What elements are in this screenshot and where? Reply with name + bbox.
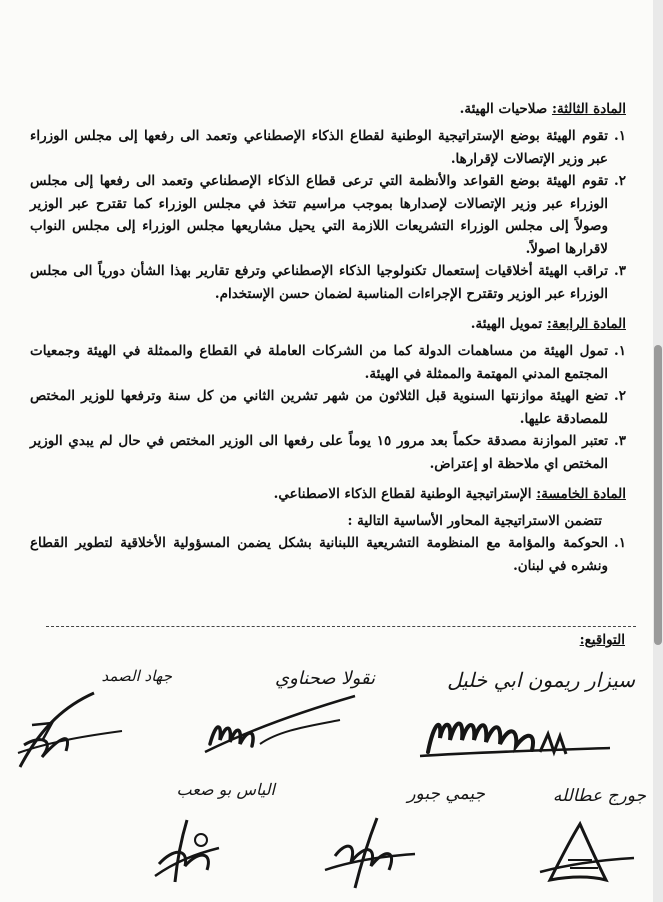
scrollbar-track[interactable] <box>653 0 663 902</box>
article-item <box>30 260 626 305</box>
article-five <box>30 483 626 577</box>
signature-block <box>400 660 635 770</box>
item-text: تقوم الهيئة بوضع القواعد والأنظمة التي ترعى قطاع الذكاء الإصطناعي وتعمد الى رفعها إلى مجلس الوزراء عبر وزير الإتصالات لإصدارها بموجب مراسيم تتخذ في مجلس الوزراء كما تقترح عبر الوزير وصولاً إلى مجلس الوزراء التشريعات اللازمة التي يحيل مشاريعها مجلس الوزراء إلى مجلس النواب لاقرارها اصولاً. <box>30 173 608 257</box>
article-heading <box>30 483 626 505</box>
signatory-name: نقولا صحناوي <box>274 668 375 689</box>
item-text: تراقب الهيئة أخلاقيات إستعمال تكنولوجيا الذكاء الإصطناعي وترفع تقارير بهذا الشأن دورياً الى مجلس الوزراء عبر الوزير وتقترح الإجراءات المناسبة لضمان حسن الإستخدام. <box>30 263 608 302</box>
article-item <box>30 385 626 430</box>
item-text: الحوكمة والمؤامة مع المنظومة التشريعية اللبنانية بشكل يضمن المسؤولية الأخلاقية لتطوير القطاع ونشره في لبنان. <box>30 535 608 574</box>
article-heading <box>30 98 626 120</box>
signatures-title: التواقيع: <box>579 632 625 648</box>
article-number: المادة الرابعة: <box>546 316 626 332</box>
article-item <box>30 430 626 475</box>
article-title: تمويل الهيئة. <box>470 316 543 332</box>
article-item <box>30 170 626 260</box>
item-text: تعتبر الموازنة مصدقة حكماً بعد مرور ١٥ يوماً على رفعها الى الوزير المختص في حال لم يبدي الوزير المختص اي ملاحظة او إعتراض. <box>30 433 608 472</box>
item-number: ٢. <box>614 173 626 189</box>
article-four <box>30 313 626 475</box>
item-number: ١. <box>614 343 626 359</box>
article-three <box>30 98 626 305</box>
article-title: الإستراتيجية الوطنية لقطاع الذكاء الاصطناعي. <box>273 486 532 502</box>
article-item <box>30 532 626 577</box>
item-number: ٣. <box>614 263 626 279</box>
signature-block <box>190 660 375 765</box>
handwritten-signature <box>400 660 635 770</box>
signature-block <box>510 780 650 895</box>
document-body <box>30 98 626 583</box>
handwritten-signature <box>115 778 275 896</box>
signatory-name: الياس بو صعب <box>176 780 275 799</box>
signature-block <box>285 778 485 896</box>
signatory-name: جيمي جبور <box>407 784 485 804</box>
signatory-name: جورج عطالله <box>552 786 646 806</box>
signatory-name: سيزار ريمون ابي خليل <box>447 668 635 692</box>
item-text: تضع الهيئة موازنتها السنوية قبل الثلاثون من شهر تشرين الثاني من كل سنة وترفعها للوزير المختص للمصادقة عليها. <box>30 388 608 427</box>
item-number: ١. <box>614 535 626 551</box>
section-divider <box>46 626 636 627</box>
article-number: المادة الثالثة: <box>551 101 626 117</box>
signatory-name: جهاد الصمد <box>101 667 172 685</box>
item-number: ٢. <box>614 388 626 404</box>
item-text: تمول الهيئة من مساهمات الدولة كما من الشركات العاملة في القطاع والممثلة في الهيئة وجمعيات المجتمع المدني المهتمة والممثلة في الهيئة. <box>30 343 608 382</box>
article-title: صلاحيات الهيئة. <box>459 101 548 117</box>
article-number: المادة الخامسة: <box>536 486 626 502</box>
item-text: تقوم الهيئة بوضع الإستراتيجية الوطنية لقطاع الذكاء الإصطناعي وتعمد الى رفعها إلى مجلس الوزراء عبر وزير الإتصالات لإقرارها. <box>30 128 608 167</box>
article-heading <box>30 313 626 335</box>
article-item <box>30 340 626 385</box>
item-number: ٣. <box>614 433 626 449</box>
handwritten-signature <box>510 780 650 895</box>
handwritten-signature <box>190 660 375 765</box>
article-item <box>30 125 626 170</box>
article-intro: تتضمن الاستراتيجية المحاور الأساسية التالية : <box>347 513 602 529</box>
signature-block <box>115 778 275 896</box>
signature-block <box>12 665 172 775</box>
handwritten-signature <box>285 778 485 896</box>
scrollbar-thumb[interactable] <box>654 345 662 645</box>
handwritten-signature <box>12 665 172 775</box>
item-number: ١. <box>614 128 626 144</box>
